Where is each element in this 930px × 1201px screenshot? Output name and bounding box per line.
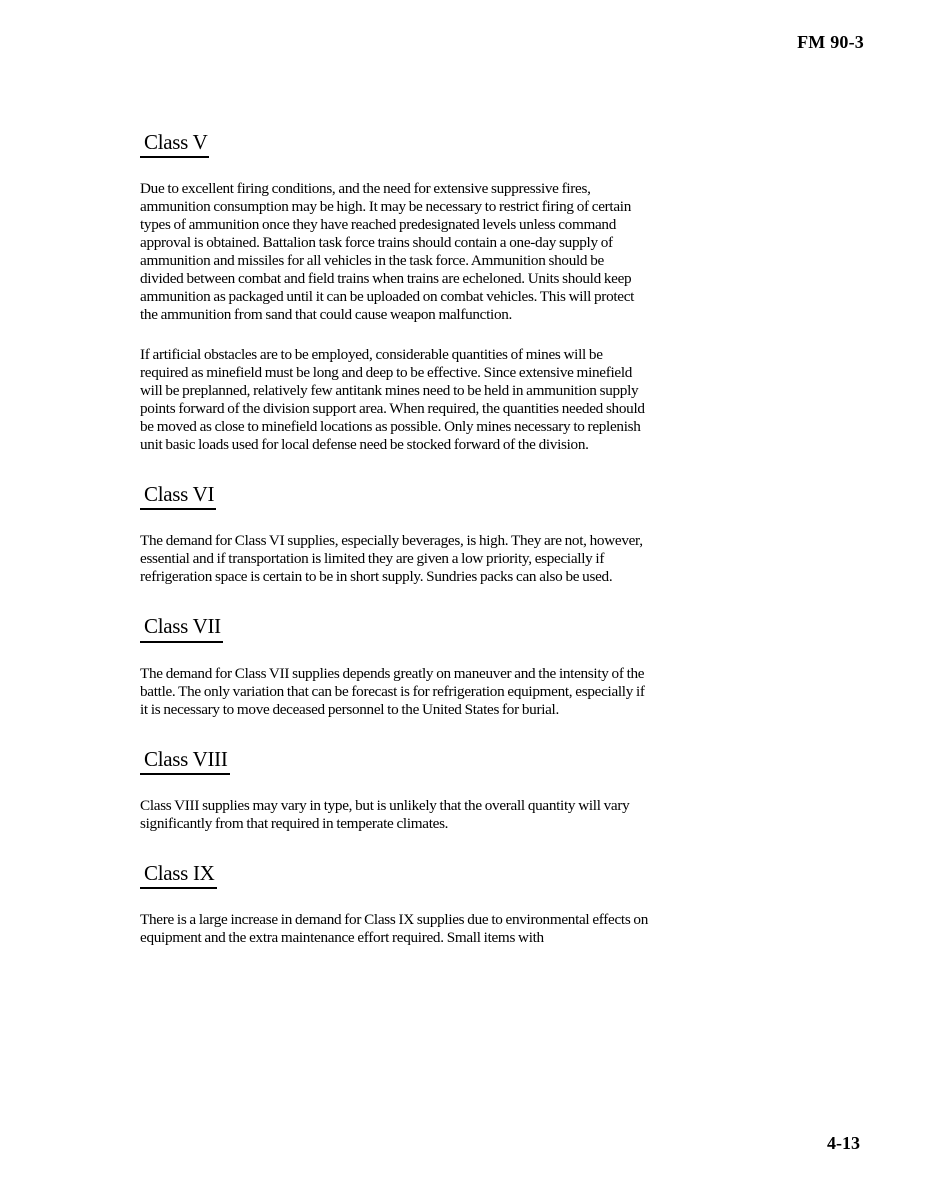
- paragraph: Class VIII supplies may vary in type, but is unlikely that the overall quantity will vary significantly from that required in temperate climates.: [140, 796, 630, 832]
- section-heading: Class V: [140, 130, 209, 158]
- section-class-viii: [140, 747, 650, 833]
- paragraph: There is a large increase in demand for Class IX supplies due to environmental effects on equipment and the extra maintenance effort required. Small items with: [140, 910, 649, 946]
- page-body: [140, 130, 650, 975]
- document-id: FM 90-3: [797, 32, 864, 52]
- paragraph: The demand for Class VI supplies, especially beverages, is high. They are not, however, essential and if transportation is limited they are given a low priority, especially if refrigeration space is certain to be in short supply. Sundries packs can also be used.: [140, 532, 643, 586]
- section-class-vi: [140, 482, 650, 586]
- section-heading: Class VII: [140, 614, 223, 642]
- section-class-ix: [140, 861, 650, 947]
- section-heading: Class VIII: [140, 747, 230, 775]
- paragraph: Due to excellent firing conditions, and the need for extensive suppressive fires, ammunition consumption may be high. It may be necessary to restrict firing of certain types of ammunition once they have reached predesignated levels unless command approval is obtained. Battalion task force trains should contain a one-day supply of ammunition and missiles for all vehicles in the task force. Ammunition should be divided between combat and field trains when trains are echeloned. Units should keep ammunition as packaged until it can be uploaded on combat vehicles. This will protect the ammunition from sand that could cause weapon malfunction.: [140, 180, 635, 324]
- section-heading: Class VI: [140, 482, 216, 510]
- paragraph: If artificial obstacles are to be employed, considerable quantities of mines will be required as minefield must be long and deep to be effective. Since extensive minefield will be preplanned, relatively few antitank mines need to be held in ammunition supply points forward of the division support area. When required, the quantities needed should be moved as close to minefield locations as possible. Only mines necessary to replenish unit basic loads used for local defense need be stocked forward of the division.: [140, 346, 645, 454]
- section-class-v: [140, 130, 650, 454]
- page-number: 4-13: [827, 1133, 860, 1153]
- paragraph: The demand for Class VII supplies depends greatly on maneuver and the intensity of the battle. The only variation that can be forecast is for refrigeration equipment, especially if it is necessary to move deceased personnel to the United States for burial.: [140, 664, 645, 718]
- section-class-vii: [140, 614, 650, 718]
- section-heading: Class IX: [140, 861, 217, 889]
